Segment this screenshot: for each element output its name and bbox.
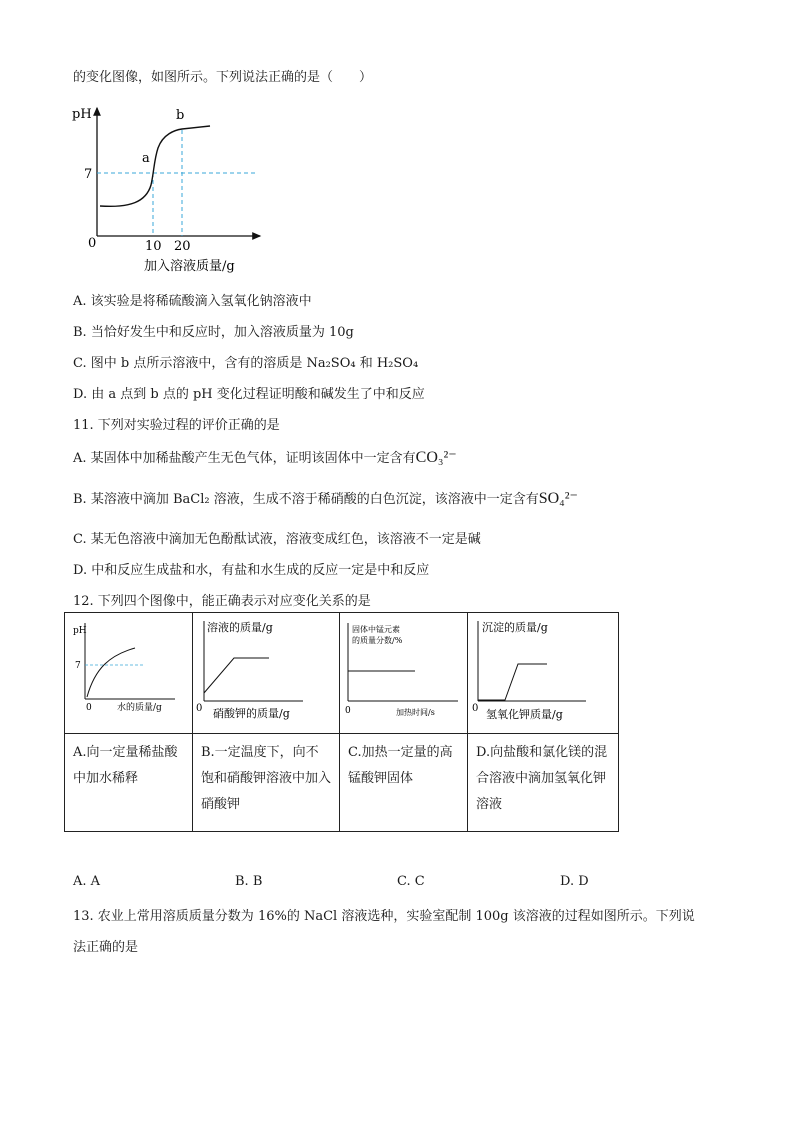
x-axis-label: 硝酸钾的质量/g bbox=[213, 707, 290, 720]
answer-b: B. B bbox=[235, 874, 263, 889]
q10-option-d: D. 由 a 点到 b 点的 pH 变化过程证明酸和碱发生了中和反应 bbox=[73, 387, 425, 402]
q11-option-d: D. 中和反应生成盐和水，有盐和水生成的反应一定是中和反应 bbox=[73, 563, 430, 578]
y-axis-label-line1: 固体中锰元素 bbox=[352, 625, 400, 634]
q12-option-a: A.向一定量稀盐酸中加水稀释 bbox=[65, 734, 193, 832]
x-axis-label: 加入溶液质量/g bbox=[144, 259, 235, 274]
ph-curve bbox=[100, 126, 210, 206]
y-axis-label: pH bbox=[73, 626, 87, 636]
sulfate-ion: SO₄²⁻ bbox=[538, 490, 578, 507]
x-tick-20: 20 bbox=[174, 239, 191, 254]
q12-table bbox=[64, 612, 619, 832]
q12-option-d: D.向盐酸和氯化镁的混合溶液中滴加氢氧化钾溶液 bbox=[468, 734, 619, 832]
graph-a bbox=[65, 613, 191, 729]
solution-mass-line bbox=[204, 658, 269, 693]
q10-option-c: C. 图中 b 点所示溶液中，含有的溶质是 Na₂SO₄ 和 H₂SO₄ bbox=[73, 356, 419, 371]
x-axis-label: 氢氧化钾质量/g bbox=[486, 708, 563, 721]
q11-stem: 11. 下列对实验过程的评价正确的是 bbox=[73, 418, 280, 433]
graph-b-cell bbox=[193, 613, 340, 734]
question-intro: 的变化图像，如图所示。下列说法正确的是（ ） bbox=[73, 70, 373, 85]
x-axis-label: 加热时间/s bbox=[396, 708, 435, 717]
q13-stem-line2: 法正确的是 bbox=[73, 940, 139, 955]
ph-titration-graph bbox=[70, 100, 270, 275]
x-axis-label: 水的质量/g bbox=[117, 703, 162, 713]
q10-option-a: A. 该实验是将稀硫酸滴入氢氧化钠溶液中 bbox=[73, 294, 312, 309]
y-axis-label: pH bbox=[72, 107, 92, 122]
origin-label: 0 bbox=[88, 236, 97, 251]
answer-a: A. A bbox=[73, 874, 101, 889]
origin-label: 0 bbox=[345, 706, 351, 716]
answer-d: D. D bbox=[560, 874, 589, 889]
y-tick-7: 7 bbox=[75, 661, 81, 671]
y-axis-label: 溶液的质量/g bbox=[207, 621, 273, 634]
graph-c-cell bbox=[340, 613, 468, 734]
ph-curve bbox=[87, 648, 135, 697]
x-tick-10: 10 bbox=[145, 239, 162, 254]
graph-d-cell bbox=[468, 613, 619, 734]
carbonate-ion: CO₃²⁻ bbox=[415, 449, 457, 466]
q12-option-c: C.加热一定量的高锰酸钾固体 bbox=[340, 734, 468, 832]
q11-option-a bbox=[73, 447, 457, 467]
graph-b bbox=[193, 613, 338, 729]
answer-c: C. C bbox=[397, 874, 425, 889]
y-tick-7: 7 bbox=[84, 167, 93, 182]
q12-option-b: B.一定温度下，向不饱和硝酸钾溶液中加入硝酸钾 bbox=[193, 734, 340, 832]
graph-d bbox=[468, 613, 617, 729]
q12-stem: 12. 下列四个图像中，能正确表示对应变化关系的是 bbox=[73, 594, 371, 609]
q11-option-a-text: A. 某固体中加稀盐酸产生无色气体，证明该固体中一定含有 bbox=[73, 451, 416, 466]
origin-label: 0 bbox=[86, 703, 92, 713]
precipitate-mass-line bbox=[478, 664, 547, 700]
point-a-label: a bbox=[142, 151, 150, 166]
origin-label: 0 bbox=[472, 703, 479, 714]
graph-c bbox=[340, 613, 466, 729]
q11-option-b-text: B. 某溶液中滴加 BaCl₂ 溶液，生成不溶于稀硝酸的白色沉淀，该溶液中一定含有 bbox=[73, 492, 539, 507]
q13-stem-line1: 13. 农业上常用溶质质量分数为 16%的 NaCl 溶液选种，实验室配制 100g 该溶液的过程如图所示。下列说 bbox=[73, 909, 695, 924]
q11-option-c: C. 某无色溶液中滴加无色酚酞试液，溶液变成红色，该溶液不一定是碱 bbox=[73, 532, 481, 547]
point-b-label: b bbox=[176, 108, 185, 123]
q10-option-b: B. 当恰好发生中和反应时，加入溶液质量为 10g bbox=[73, 325, 354, 340]
y-axis-label-line2: 的质量分数/% bbox=[352, 636, 403, 645]
graph-a-cell bbox=[65, 613, 193, 734]
y-axis-label: 沉淀的质量/g bbox=[482, 621, 548, 634]
origin-label: 0 bbox=[196, 703, 203, 714]
q11-option-b bbox=[73, 488, 578, 508]
